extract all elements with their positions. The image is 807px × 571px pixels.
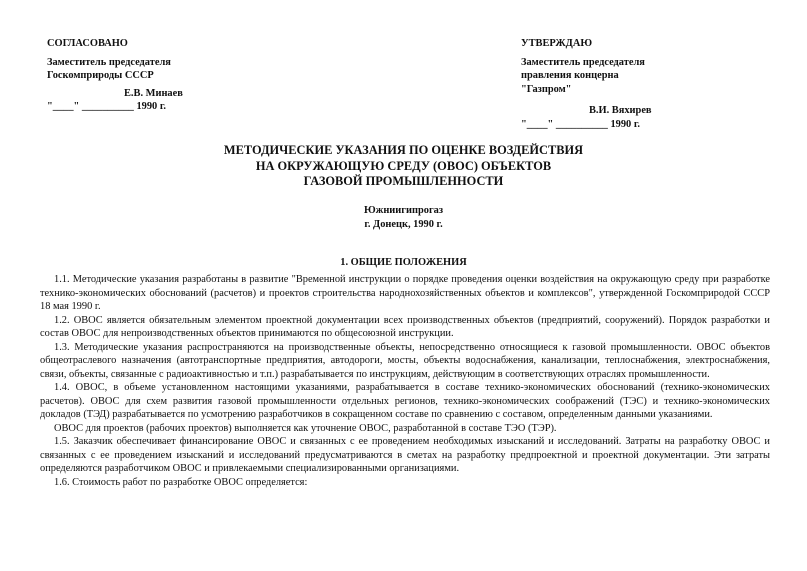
agreed-signatory-name: Е.В. Минаев: [124, 87, 183, 99]
agreed-position-line2: Госкомприроды СССР: [47, 70, 154, 82]
approval-block-left: [47, 37, 247, 114]
approved-position-line1: Заместитель председателя: [521, 56, 645, 68]
agreed-position-line1: Заместитель председателя: [47, 56, 171, 68]
approved-heading: УТВЕРЖДАЮ: [521, 38, 593, 49]
paragraph-1-4: 1.4. ОВОС, в объеме установленном настоящими указаниями, разрабатывается в составе технико-экономических обоснований (технико-экономических расчетов). ОВОС для схем развития газовой промышленности отдельных регионов, технико-экономических соображений (ТЭС) и технико-экономических докладов (ТЭД) разрабатывается по усмотрению разработчиков в сокращенном составе по сравнению с составом, определенным данными указаниями.: [40, 382, 770, 420]
paragraph-1-5: 1.5. Заказчик обеспечивает финансирование ОВОС и связанных с ее проведением необходимых изысканий и исследований. Затраты на разработку ОВОС и связанных с ее проведением изысканий и исследований предусматриваются в сметах на разработку предпроектной и проектной документации. Эти затраты определяются разработчиком ОВОС и привлекаемыми специализированными организациями.: [40, 436, 770, 474]
organization-block: [0, 204, 807, 232]
document-title: [0, 143, 807, 190]
paragraph-1-4-note: ОВОС для проектов (рабочих проектов) выполняется как уточнение ОВОС, разработанной в составе ТЭО (ТЭР).: [54, 422, 557, 434]
paragraph-1-2: 1.2. ОВОС является обязательным элементом проектной документации всех производственных объектов (предприятий, сооружений). Порядок разработки и состав ОВОС для непроизводственных объектов принимаются по общесоюзной инструкции.: [40, 314, 770, 339]
approved-signatory-name: В.И. Вяхирев: [589, 105, 652, 117]
section-body: [40, 273, 770, 489]
approved-date-line: "____" __________ 1990 г.: [521, 118, 640, 130]
section-heading: 1. ОБЩИЕ ПОЛОЖЕНИЯ: [340, 257, 467, 268]
title-line-3: ГАЗОВОЙ ПРОМЫШЛЕННОСТИ: [303, 174, 504, 188]
agreed-heading: СОГЛАСОВАНО: [47, 38, 128, 49]
paragraph-1-6: 1.6. Стоимость работ по разработке ОВОС определяется:: [54, 476, 308, 488]
paragraph-1-3: 1.3. Методические указания распространяются на производственные объекты, непосредственно относящиеся к газовой промышленности. ОВОС объектов общеотраслевого назначения (автотранспортные предприятия, автодороги, мосты, объекты водоснабжения, канализации, теплоснабжения, электроснабжения, связи, объекты, связанные с радиоактивностью и т.п.) разрабатывается по инструкциям, действующим в соответствующих отраслях промышленности.: [40, 341, 770, 380]
paragraph-1-1: 1.1. Методические указания разработаны в развитие "Временной инструкции о порядке проведения оценки воздействия на окружающую среду при разработке технико-экономических обоснований (расчетов) и проектов строительства народнохозяйственных объектов и комплексов", утвержденной Госкомприродой СССР 18 мая 1990 г.: [40, 274, 770, 312]
organization-name: Южниигипрогаз: [363, 205, 444, 216]
organization-place-year: г. Донецк, 1990 г.: [364, 219, 443, 230]
approval-block-right: [521, 37, 761, 132]
title-line-2: НА ОКРУЖАЮЩУЮ СРЕДУ (ОВОС) ОБЪЕКТОВ: [255, 158, 552, 173]
approved-position-line2: правления концерна: [521, 70, 619, 82]
approved-position-line3: "Газпром": [521, 83, 572, 95]
agreed-date-line: "____" __________ 1990 г.: [47, 101, 166, 113]
title-line-1: МЕТОДИЧЕСКИЕ УКАЗАНИЯ ПО ОЦЕНКЕ ВОЗДЕЙСТВИЯ: [223, 143, 584, 157]
